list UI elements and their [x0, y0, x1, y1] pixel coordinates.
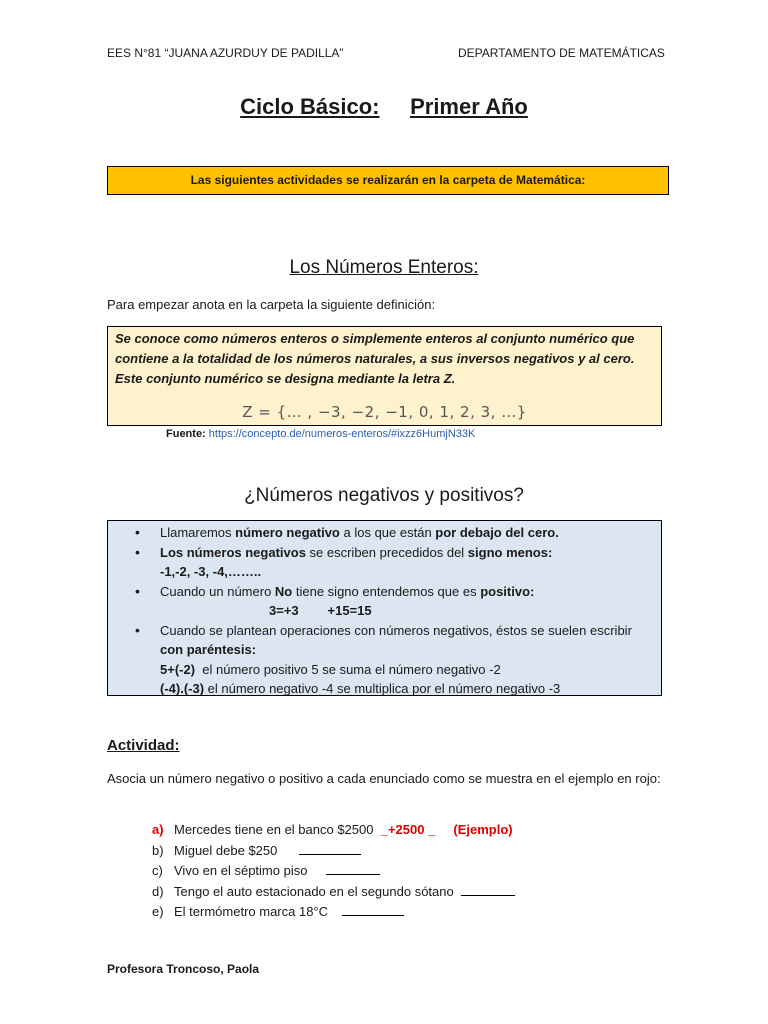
source-link[interactable]: https://concepto.de/numeros-enteros/#ixzz6HumjN33K	[208, 428, 476, 440]
definition-intro: Para empezar anota en la carpeta la siguiente definición:	[107, 297, 436, 312]
example-label: (Ejemplo)	[453, 822, 513, 837]
activity-heading: Actividad:	[107, 737, 180, 754]
list-item: • Los números negativos se escriben precedidos del signo menos:	[160, 543, 661, 563]
section-heading-signs: ¿Números negativos y positivos?	[244, 485, 524, 506]
department-name: DEPARTAMENTO DE MATEMÁTICAS	[458, 46, 665, 60]
list-item: e) El termómetro marca 18°C	[152, 902, 515, 923]
answer-blank[interactable]	[342, 903, 404, 916]
list-item: • Cuando se plantean operaciones con números negativos, éstos se suelen escribir	[160, 621, 661, 641]
list-item: c) Vivo en el séptimo piso	[152, 861, 515, 882]
title-cycle: Ciclo Básico:	[240, 94, 380, 119]
definition-text: Se conoce como números enteros o simplemente enteros al conjunto numérico que contiene a la totalidad de los números naturales, a sus inversos negativos y al cero. Este conjunto numérico se designa mediante la letra Z.	[115, 331, 635, 386]
source-line	[166, 428, 475, 440]
list-item: • Cuando un número No tiene signo entendemos que es positivo:	[160, 582, 661, 602]
section-heading-integers: Los Números Enteros:	[289, 257, 479, 278]
list-item: b) Miguel debe $250	[152, 841, 515, 862]
list-item: d) Tengo el auto estacionado en el segundo sótano	[152, 882, 515, 903]
parenthesis-note: con paréntesis:	[160, 642, 257, 657]
activity-list	[152, 820, 515, 923]
example-answer: _+2500 _	[380, 822, 436, 837]
list-item: a) Mercedes tiene en el banco $2500 _+2500 _ (Ejemplo)	[152, 822, 513, 837]
notice-banner: Las siguientes actividades se realizarán en la carpeta de Matemática:	[107, 166, 669, 195]
product-example: (-4).(-3) el número negativo -4 se multiplica por el número negativo -3	[160, 681, 561, 696]
answer-blank[interactable]	[326, 862, 380, 875]
definition-box	[107, 326, 662, 426]
info-list	[108, 523, 661, 562]
teacher-signature: Profesora Troncoso, Paola	[107, 962, 260, 976]
sum-example: 5+(-2) el número positivo 5 se suma el número negativo -2	[160, 661, 501, 677]
info-box	[107, 520, 662, 696]
answer-blank[interactable]	[299, 842, 361, 855]
source-label: Fuente:	[166, 428, 209, 440]
negative-examples: -1,-2, -3, -4,……..	[160, 564, 262, 579]
title-year: Primer Año	[410, 94, 528, 119]
page-title	[0, 94, 768, 120]
list-item: • Llamaremos número negativo a los que están por debajo del cero.	[160, 523, 661, 543]
integer-set-formula: Z = {… , −3, −2, −1, 0, 1, 2, 3, …}	[242, 403, 527, 421]
answer-blank[interactable]	[461, 883, 515, 896]
school-name: EES N°81 “JUANA AZURDUY DE PADILLA”	[107, 46, 344, 60]
activity-instructions: Asocia un número negativo o positivo a cada enunciado como se muestra en el ejemplo en rojo:	[107, 771, 661, 786]
positive-examples: 3=+3 +15=15	[269, 603, 372, 618]
